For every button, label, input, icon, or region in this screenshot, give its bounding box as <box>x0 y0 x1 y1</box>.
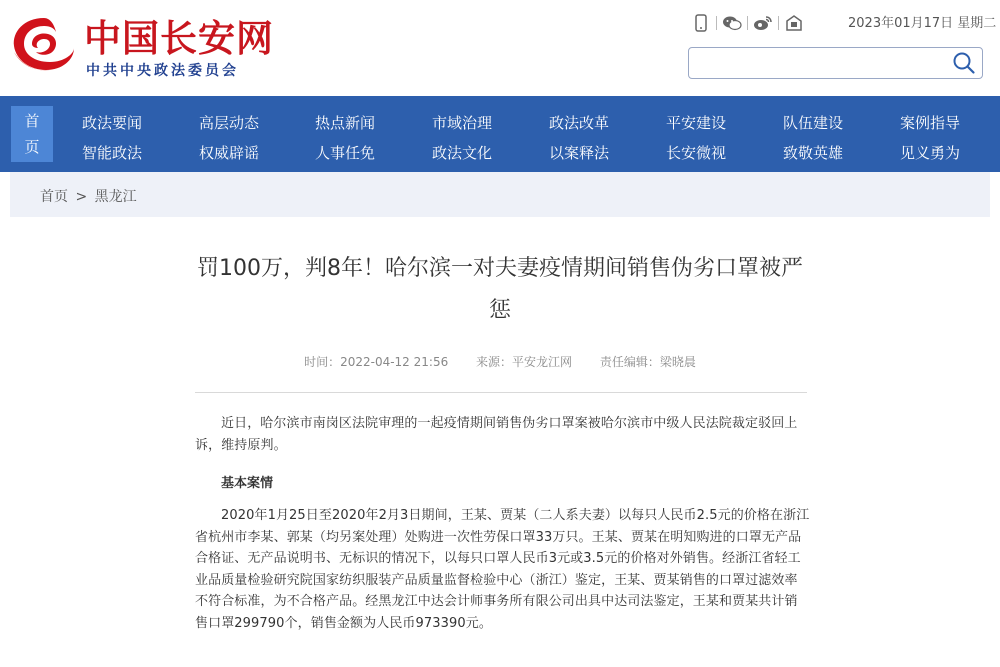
nav-item-law-cases[interactable]: 以案释法 <box>549 144 610 162</box>
breadcrumb-separator: > <box>75 189 88 205</box>
app-icon[interactable] <box>783 12 805 34</box>
nav-item-safety[interactable]: 平安建设 <box>666 114 727 132</box>
nav-item-team[interactable]: 队伍建设 <box>783 114 844 132</box>
nav-item-politics-news[interactable]: 政法要闻 <box>82 114 143 132</box>
site-header <box>0 0 1000 96</box>
icon-divider <box>747 16 748 30</box>
article-editor: 责任编辑：梁晓晨 <box>599 355 696 369</box>
mobile-icon[interactable] <box>690 12 712 34</box>
publish-time: 时间：2022-04-12 21:56 <box>304 355 449 369</box>
icon-divider <box>778 16 779 30</box>
breadcrumb-home[interactable]: 首页 <box>40 189 68 205</box>
nav-item-culture[interactable]: 政法文化 <box>432 144 493 162</box>
article-paragraph: 近日，哈尔滨市南岗区法院审理的一起疫情期间销售伪劣口罩案被哈尔滨市中级人民法院裁定驳回上诉，维持原判。 <box>195 416 798 453</box>
article-title: 罚100万，判8年！哈尔滨一对夫妻疫情期间销售伪劣口罩被严惩 <box>197 256 803 323</box>
section-heading: 基本案情 <box>221 476 274 491</box>
article-meta <box>0 353 1000 370</box>
search-box <box>688 47 983 79</box>
site-title[interactable]: 中国长安网 <box>84 17 274 60</box>
nav-item-smart-politics[interactable]: 智能政法 <box>82 144 143 162</box>
nav-item-video[interactable]: 长安微视 <box>666 144 727 162</box>
nav-item-home[interactable] <box>11 106 53 162</box>
site-logo-icon[interactable] <box>10 14 78 74</box>
top-icon-bar <box>690 12 805 34</box>
nav-item-personnel[interactable]: 人事任免 <box>315 144 376 162</box>
search-icon[interactable] <box>952 51 976 75</box>
breadcrumb-trail <box>40 186 137 206</box>
breadcrumb <box>10 172 990 217</box>
weibo-icon[interactable] <box>752 12 774 34</box>
nav-item-cases[interactable]: 案例指导 <box>900 114 961 132</box>
nav-home-label: 首 <box>24 112 40 130</box>
wechat-icon[interactable] <box>721 12 743 34</box>
meta-divider <box>195 392 807 393</box>
nav-item-hot-news[interactable]: 热点新闻 <box>315 114 376 132</box>
nav-item-city-governance[interactable]: 市域治理 <box>432 114 493 132</box>
nav-item-bravery[interactable]: 见义勇为 <box>900 144 961 162</box>
article-source: 来源：平安龙江网 <box>476 355 573 369</box>
nav-item-high-level[interactable]: 高层动态 <box>199 114 260 132</box>
nav-item-reform[interactable]: 政法改革 <box>549 114 610 132</box>
current-date: 2023年01月17日 星期二 <box>848 16 997 31</box>
nav-item-rumor[interactable]: 权威辟谣 <box>199 144 260 162</box>
breadcrumb-current[interactable]: 黑龙江 <box>94 189 137 205</box>
main-nav <box>0 96 1000 172</box>
nav-item-heroes[interactable]: 致敬英雄 <box>783 144 844 162</box>
site-subtitle: 中共中央政法委员会 <box>86 63 239 79</box>
article-paragraph: 2020年1月25日至2020年2月3日期间，王某、贾某（二人系夫妻）以每只人民币2.5元的价格在浙江省杭州市李某、郭某（均另案处理）处购进一次性劳保口罩33万只。王某、贾某在明知购进的口罩无产品合格证、无产品说明书、无标识的情况下，以每只口罩人民币3元或3.5元的价格对外销售。经浙江省轻工业品质量检验研究院国家纺织服装产品质量监督检验中心（浙江）鉴定，王某、贾某销售的口罩过滤效率不符合标准，为不合格产品。经黑龙江中达会计师事务所有限公司出具中达司法鉴定，王某和贾某共计销售口罩299790个，销售金额为人民币973390元。 <box>195 508 810 631</box>
search-input[interactable] <box>689 48 944 78</box>
nav-home-label: 页 <box>24 138 40 156</box>
icon-divider <box>716 16 717 30</box>
